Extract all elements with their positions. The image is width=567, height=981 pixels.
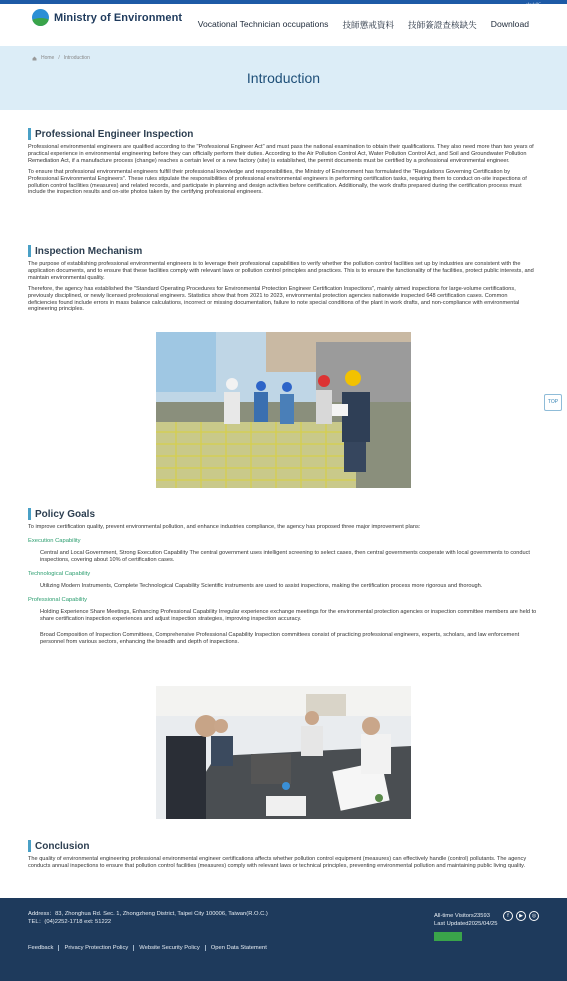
footer-tel: TEL：(04)2252-1718 ext: 51222 [28, 919, 112, 925]
footer-link-feedback[interactable]: Feedback [28, 945, 54, 951]
nav-item-deficiencies[interactable]: 技師簽證查核缺失 [408, 20, 477, 30]
site-inspection-image [156, 332, 411, 488]
subtitle-technology: Technological Capability [28, 570, 91, 577]
visitor-count: All-time Visitors23593 [434, 913, 490, 919]
page-title: Introduction [246, 70, 321, 86]
back-to-top-button[interactable]: TOP [544, 394, 562, 411]
nav-item-discipline[interactable]: 技師懲戒資料 [342, 20, 395, 30]
home-icon [32, 56, 37, 61]
paragraph: The quality of environmental engineering professional environmental engineer certifications affects whether pollution control equipment (measures) can effectively handle (control) pollutants. The agency conducts annual inspections to ensure that pollution control facilities (measures) comply with relevant laws or technical principles, preventing environmental pollution and maintaining public living quality. [28, 856, 527, 869]
facebook-icon[interactable]: f [503, 911, 513, 921]
breadcrumb [32, 55, 90, 61]
instagram-icon[interactable]: ◎ [529, 911, 539, 921]
footer-link-open-data[interactable]: Open Data Statement [205, 945, 272, 951]
paragraph: Holding Experience Share Meetings, Enhancing Professional Capability Irregular experience exchange meetings for the environmental protection agencies or inspection committee members are held to share certification inspection experiences and adjust inspection strategies, improving inspection accuracy. [40, 608, 537, 622]
paragraph: To improve certification quality, prevent environmental pollution, and enhance industries compliance, the agency has proposed three major improvement plans: [28, 524, 421, 530]
footer-link-security[interactable]: Website Security Policy [133, 945, 204, 951]
main-nav [198, 19, 529, 31]
subtitle-execution: Execution Capability [28, 537, 81, 544]
site-footer [0, 898, 567, 981]
meeting-photo [156, 686, 411, 819]
nav-item-download[interactable]: Download [490, 19, 529, 29]
inspection-site-photo [156, 332, 411, 488]
section-mechanism [28, 245, 538, 313]
social-links [503, 911, 539, 921]
meeting-image [156, 686, 411, 819]
subtitle-professional: Professional Capability [28, 596, 87, 603]
nav-item-vocational[interactable]: Vocational Technician occupations [197, 19, 329, 29]
paragraph: Central and Local Government, Strong Execution Capability The central government uses intelligent screening to select cases, then central governments cooperate with local governments to conduct inspections, covering about 10% of certification cases. [40, 549, 530, 563]
section-title: Professional Engineer Inspection [28, 128, 538, 140]
paragraph: Therefore, the agency has established the "Standard Operating Procedures for Environmental Protection Engineer Certification Inspections", mainly aimed inspections for large-volume certifications, previously disciplined, or newly licensed professional engineers. Statistics show that from 2021 to 2023, environmental protection agencies nationwide inspected 648 certification cases. Common deficiencies found include errors in mass balance calculations, incorrect or missing documentation, failure to note special conditions of the plant in work drafts, and non-compliance with environmental engineering principles. [28, 285, 520, 313]
footer-link-privacy[interactable]: Privacy Protection Policy [58, 945, 133, 951]
earth-logo-icon [32, 9, 49, 26]
footer-address: Address：83, Zhonghua Rd. Sec. 1, Zhongzheng District, Taipei City 100006, Taiwan(R.O.C.) [28, 911, 268, 917]
site-logo[interactable] [32, 9, 182, 26]
accessibility-badge-icon[interactable] [434, 932, 462, 941]
section-policy-goals [28, 508, 538, 646]
breadcrumb-current: Introduction [63, 55, 90, 61]
section-title: Conclusion [28, 840, 538, 852]
last-updated: Last Updated2025/04/25 [434, 921, 498, 927]
footer-links [28, 945, 272, 951]
section-inspection [28, 128, 538, 196]
section-title: Inspection Mechanism [28, 245, 538, 257]
breadcrumb-home[interactable]: Home [41, 55, 55, 61]
section-conclusion [28, 840, 538, 870]
footer-stats [434, 912, 498, 928]
paragraph: Broad Composition of Inspection Committees, Comprehensive Professional Capability Inspection committees consist of practicing professional engineers, experts, scholars, and law enforcement personnel from various sectors, enhancing the breadth and depth of inspections. [40, 632, 520, 646]
paragraph: Professional environmental engineers are qualified according to the "Professional Engineer Act" and must pass the national examination to obtain their qualifications. They also need more than two years of practical experience in environmental engineering before they can officially perform their duties. According to the Air Pollution Control Act, Water Pollution Control Act, and Soil and Groundwater Pollution Remediation Act, if a manufacture process (change) reaches a certain level or a new factory (site) is established, the permit documents must be certified by a professional environmental engineer. [28, 144, 534, 164]
logo-text: Ministry of Environment [54, 11, 183, 24]
paragraph: Utilizing Modern Instruments, Complete Technological Capability Scientific instruments are used to assist inspections, making the certification process more rigorous and thorough. [40, 582, 483, 589]
youtube-icon[interactable]: ▶ [516, 911, 526, 921]
breadcrumb-separator: / [58, 55, 60, 61]
paragraph: The purpose of establishing professional environmental engineers is to leverage their professional capabilities to verify whether the pollution control facilities set up by industries are consistent with the application documents, and to ensure that these facilities comply with relevant laws or pollution control principles and practices. This is to ensure the functionality of the facilities, protect public interests, and maintain environmental quality. [28, 261, 534, 281]
section-title: Policy Goals [28, 508, 538, 520]
footer-contact [28, 910, 268, 926]
site-header [0, 4, 567, 46]
page-banner [0, 46, 567, 110]
paragraph: To ensure that professional environmental engineers fulfill their professional knowledge and responsibilities, the Ministry of Environment has formulated the "Regulations Governing Certification by Professional Environmental Engineers". These rules stipulate the responsibilities of professional environmental engineers in performing certification tasks, requiring them to conduct on-site inspections of pollution control facilities (measures) and related records, and participate in planning and design activities before certification. Additionally, the work drafts prepared during the certification process must include the inspection results and on-site photos taken by the certifying professional engineers. [28, 168, 527, 196]
